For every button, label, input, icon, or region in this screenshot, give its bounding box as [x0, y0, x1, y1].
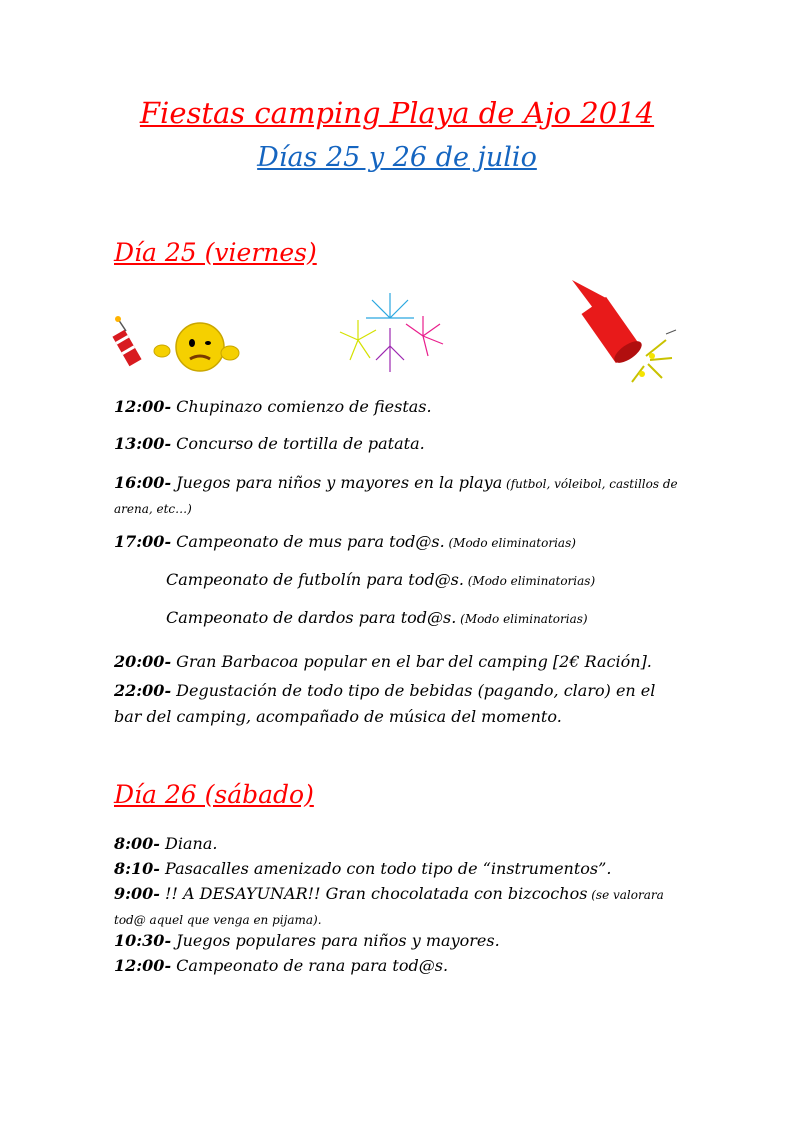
event-note: (Modo eliminatorias): [444, 536, 576, 550]
event-text: Campeonato de futbolín para tod@s.: [166, 570, 464, 589]
event-text: Campeonato de dardos para tod@s.: [166, 608, 457, 627]
event-time: 22:00-: [114, 681, 172, 700]
event-0800: [114, 832, 684, 856]
event-2000: [114, 650, 684, 674]
event-1200-rana: [114, 954, 684, 978]
event-0810: [114, 857, 684, 881]
event-text: Gran Barbacoa popular en el bar del camping [2€ Ración].: [171, 652, 652, 671]
rocket-icon: [566, 278, 680, 394]
event-1600: [114, 471, 684, 521]
flyer-subtitle: Días 25 y 26 de julio: [257, 142, 537, 173]
event-1200: [114, 395, 684, 419]
event-text: Chupinazo comienzo de fiestas.: [171, 397, 432, 416]
event-1700-mus: [114, 530, 684, 555]
event-time: 13:00-: [114, 434, 172, 453]
event-time: 17:00-: [114, 532, 172, 551]
event-1030: [114, 929, 684, 953]
event-2200: [114, 678, 684, 730]
event-time: 20:00-: [114, 652, 172, 671]
flyer-title: Fiestas camping Playa de Ajo 2014: [139, 96, 655, 130]
event-note: (futbol, vóleibol, castillos de arena, etc…): [114, 477, 678, 516]
event-text: !! A DESAYUNAR!! Gran chocolatada con bizcochos: [159, 884, 588, 903]
event-note: (Modo eliminatorias): [456, 612, 588, 626]
event-time: 8:10-: [114, 859, 160, 878]
event-text: Campeonato de rana para tod@s.: [171, 956, 449, 975]
event-text: Campeonato de mus para tod@s.: [171, 532, 445, 551]
event-text: Pasacalles amenizado con todo tipo de “instrumentos”.: [159, 859, 612, 878]
event-time: 12:00-: [114, 956, 172, 975]
event-text: Diana.: [159, 834, 218, 853]
event-time: 10:30-: [114, 931, 172, 950]
event-note: (Modo eliminatorias): [463, 574, 596, 588]
firecracker-icon: [112, 316, 141, 366]
smiley-icon: [154, 323, 239, 371]
event-text: Juegos para niños y mayores en la playa: [171, 473, 503, 492]
event-time: 16:00-: [114, 473, 172, 492]
event-time: 12:00-: [114, 397, 172, 416]
event-text: Concurso de tortilla de patata.: [171, 434, 425, 453]
event-time: 8:00-: [114, 834, 160, 853]
event-text: Degustación de todo tipo de bebidas (pagando, claro) en el bar del camping, acompañado de música del momento.: [114, 681, 656, 726]
fireworks-icon: [328, 288, 452, 378]
day25-heading: Día 25 (viernes): [114, 238, 317, 267]
event-1700-futbolin: [166, 568, 736, 593]
firecracker-smiley-icon: [112, 315, 242, 375]
event-0900: [114, 882, 684, 932]
event-1300: [114, 432, 684, 456]
day26-heading: Día 26 (sábado): [114, 780, 314, 809]
event-text: Juegos populares para niños y mayores.: [171, 931, 500, 950]
event-time: 9:00-: [114, 884, 160, 903]
event-1700-dardos: [166, 606, 736, 631]
event-note: (se valorara tod@ aquel que venga en pijama).: [114, 888, 664, 927]
